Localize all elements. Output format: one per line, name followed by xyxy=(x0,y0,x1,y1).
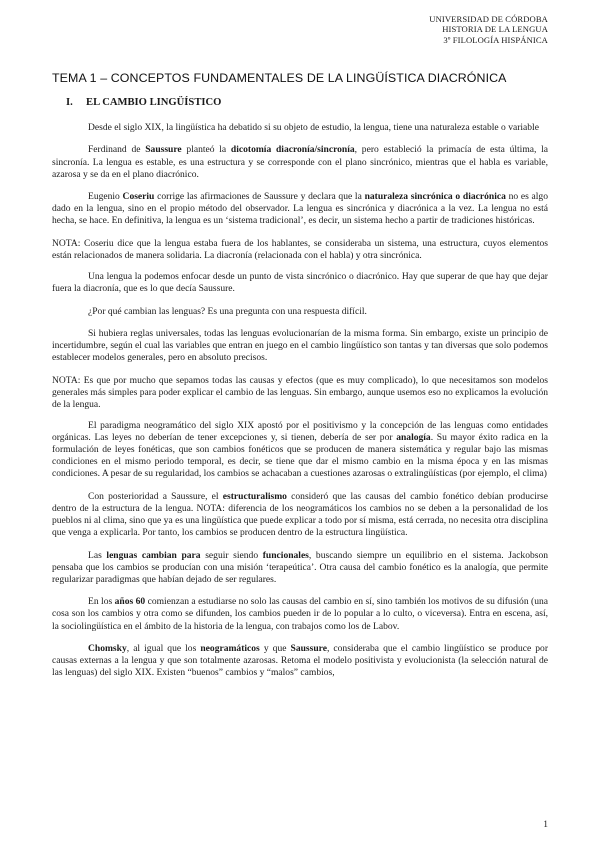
section-heading xyxy=(66,97,221,108)
header-university: UNIVERSIDAD DE CÓRDOBA xyxy=(429,14,548,24)
bold-term: estructuralismo xyxy=(222,490,287,502)
paragraph: Una lengua la podemos enfocar desde un punto de vista sincrónico o diacrónico. Hay que superar de que hay que dejar fuera la diacronía, que es lo que decía Saussure. xyxy=(52,271,548,295)
note-paragraph: NOTA: Es que por mucho que sepamos todas las causas y efectos (que es muy complicado), lo que necesitamos son modelos generales más simples para poder explicar el cambio de las lenguas. Sin embargo, aunque usemos eso no explicamos la evolución de la lengua. xyxy=(52,374,548,410)
bold-term: Saussure xyxy=(290,643,327,654)
bold-term: años 60 xyxy=(114,596,146,608)
paragraph: Chomsky, al igual que los neogramáticos y que Saussure, consideraba que el cambio lingüístico se produce por causas externas a la lengua y que son totalmente azarosas. Retoma el modelo positivista y evolucionista (la selección natural de las lenguas) del siglo XIX. Existen “buenos” cambios y “malos” cambios, xyxy=(52,643,548,679)
section-number: I. xyxy=(66,97,73,108)
paragraph: Desde el siglo XIX, la lingüística ha debatido si su objeto de estudio, la lengua, tiene una naturaleza estable o variable xyxy=(88,122,539,133)
paragraph: Con posterioridad a Saussure, el estructuralismo consideró que las causas del cambio fonético debían producirse dentro de la estructura de la lengua. NOTA: diferencia de los neogramáticos los cambios no se deben a la personalidad de los pueblos ni al clima, sino que ya es una lingüística que puede explicar a todo por sí misma, está cerrada, no necesita otra disciplina que venga a explicarla. Por tanto, los cambios se producen dentro de la estructura lingüística. xyxy=(52,490,549,539)
bold-term: neogramáticos xyxy=(200,643,260,654)
page-number: 1 xyxy=(543,820,548,830)
bold-term: Saussure xyxy=(145,144,182,156)
paragraph: En los años 60 comienzan a estudiarse no solo las causas del cambio en sí, sino también los motivos de su difusión (una cosa son los cambios y otra como se difunden, los cambios pueden ir de lo popular a lo culto, o viceversa). Entra en escena, así, la sociolingüística en el ámbito de la historia de la lengua, con trabajos como los de Labov. xyxy=(52,596,548,632)
bold-term: dicotomía diacronía/sincronía xyxy=(230,144,355,156)
document-title: TEMA 1 – CONCEPTOS FUNDAMENTALES DE LA LINGÜÍSTICA DIACRÓNICA xyxy=(52,71,507,85)
bold-term: funcionales xyxy=(262,549,309,561)
bold-term: naturaleza sincrónica o diacrónica xyxy=(364,191,506,203)
paragraph: ¿Por qué cambian las lenguas? Es una pregunta con una respuesta difícil. xyxy=(88,305,367,317)
header-course: HISTORIA DE LA LENGUA xyxy=(442,24,548,35)
section-label: EL CAMBIO LINGÜÍSTICO xyxy=(86,97,222,108)
paragraph: Ferdinand de Saussure planteó la dicotomía diacronía/sincronía, pero estableció la primacía de esta última, la sincronía. La lengua es estable, es una estructura y se corresponde con el plano sincrónico, mientras que el habla es variable, azarosa y se da en el plano diacrónico. xyxy=(52,144,549,180)
bold-term: lenguas cambian para xyxy=(106,549,201,561)
document-body xyxy=(52,122,548,690)
bold-term: analogía xyxy=(396,432,431,444)
paragraph: El paradigma neogramático del siglo XIX apostó por el positivismo y la concepción de las lenguas como entidades orgánicas. Las leyes no deberían de tener excepciones y, si tienen, debería de ser por analogía. Su mayor éxito radica en la formulación de leyes fonéticas, que son cambios fonéticos que se producen de manera sistemática y regular bajo las mismas condiciones en el mismo periodo temporal, es decir, se tiene que dar el mismo cambio en la misma época y en las mismas condiciones. A pesar de su regularidad, los cambios se achacaban a cuestiones azarosas o extralingüísticas (por ejemplo, el clima) xyxy=(52,420,548,480)
paragraph: Si hubiera reglas universales, todas las lenguas evolucionarían de la misma forma. Sin embargo, existe un principio de incertidumbre, según el cual las variables que entran en juego en el cambio lingüístico son tantas y tan diversas que solo podemos establecer modelos generales, pero en absoluto precisos. xyxy=(52,328,548,364)
running-header xyxy=(429,14,548,45)
header-year: 3º FILOLOGÍA HISPÁNICA xyxy=(443,34,548,45)
bold-term: Chomsky xyxy=(88,643,127,654)
note-paragraph: NOTA: Coseriu dice que la lengua estaba fuera de los hablantes, se consideraba un sistema, una estructura, cuyos elementos están relacionados de manera solidaria. La diacronía (relacionada con el habla) y otra sincrónica. xyxy=(52,237,548,261)
paragraph: Eugenio Coseriu corrige las afirmaciones de Saussure y declara que la naturaleza sincrónica o diacrónica no es algo dado en la lengua, sino en el propio método del observador. La lengua es sincrónica y diacrónica a la vez. La lengua no está hecha, se hace. En definitiva, la lengua es un ‘sistema tradicional’, es decir, un sistema hecho a partir de tradiciones históricas. xyxy=(52,191,548,227)
bold-term: Coseriu xyxy=(122,191,155,203)
paragraph: Las lenguas cambian para seguir siendo funcionales, buscando siempre un equilibrio en el sistema. Jackobson pensaba que los cambios se producían con una misión ‘terapeútica’. Otra causa del cambio fonético es la analogía, que permite regularizar paradigmas que habían dejado de ser regulares. xyxy=(52,549,549,585)
